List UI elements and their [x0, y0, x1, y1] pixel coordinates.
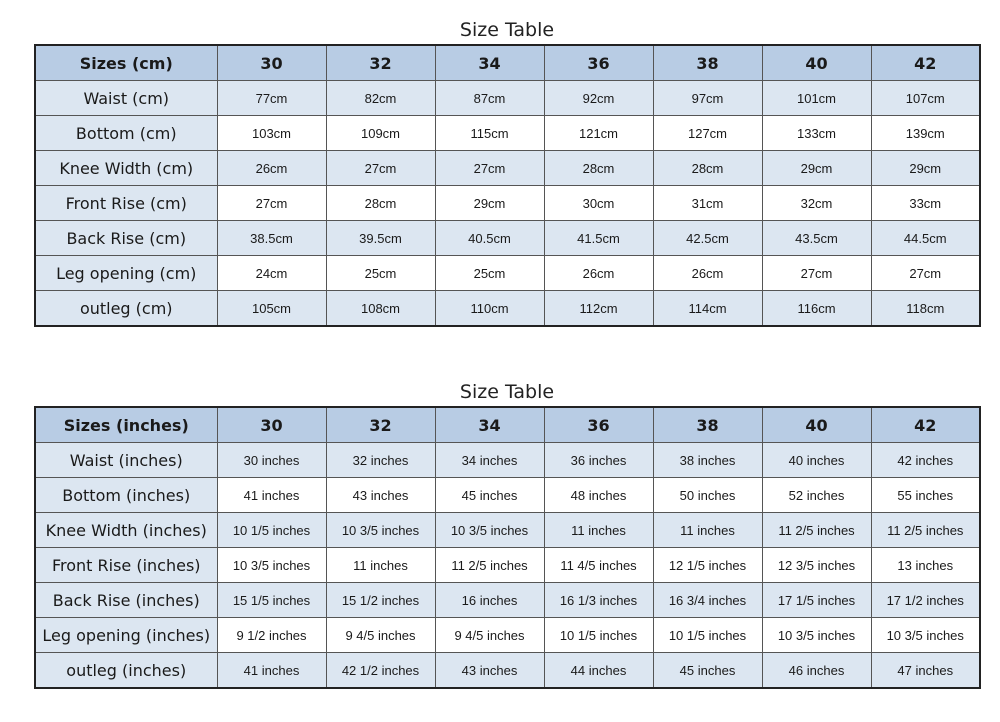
header-row — [35, 45, 980, 81]
row-label: Bottom (inches) — [35, 478, 217, 513]
table-cell: 9 1/2 inches — [217, 618, 326, 653]
table-cell: 108cm — [326, 291, 435, 327]
table-cell: 27cm — [326, 151, 435, 186]
table-cell: 15 1/5 inches — [217, 583, 326, 618]
header-row — [35, 407, 980, 443]
table-cell: 114cm — [653, 291, 762, 327]
table-cell: 82cm — [326, 81, 435, 116]
header-cell-size: 38 — [653, 407, 762, 443]
table-cell: 45 inches — [435, 478, 544, 513]
header-cell-size: 34 — [435, 45, 544, 81]
table-cell: 16 inches — [435, 583, 544, 618]
table-cell: 36 inches — [544, 443, 653, 478]
header-cell-size: 40 — [762, 45, 871, 81]
row-label: outleg (cm) — [35, 291, 217, 327]
table-cell: 38 inches — [653, 443, 762, 478]
table-cell: 109cm — [326, 116, 435, 151]
size-table-cm-title: Size Table — [459, 19, 555, 41]
table-cell: 47 inches — [871, 653, 980, 689]
table-cell: 127cm — [653, 116, 762, 151]
table-cell: 29cm — [435, 186, 544, 221]
table-cell: 10 1/5 inches — [653, 618, 762, 653]
table-cell: 25cm — [326, 256, 435, 291]
row-label: Knee Width (inches) — [35, 513, 217, 548]
row-label: outleg (inches) — [35, 653, 217, 689]
row-label: Leg opening (inches) — [35, 618, 217, 653]
header-cell-size: 38 — [653, 45, 762, 81]
table-cell: 10 1/5 inches — [217, 513, 326, 548]
table-cell: 15 1/2 inches — [326, 583, 435, 618]
table-row — [35, 186, 980, 221]
table-row — [35, 548, 980, 583]
table-cell: 50 inches — [653, 478, 762, 513]
row-label: Front Rise (inches) — [35, 548, 217, 583]
table-cell: 97cm — [653, 81, 762, 116]
row-label: Knee Width (cm) — [35, 151, 217, 186]
table-cell: 41 inches — [217, 478, 326, 513]
header-cell-size: 36 — [544, 45, 653, 81]
size-table-inches — [34, 406, 981, 689]
header-cell-label: Sizes (cm) — [35, 45, 217, 81]
table-cell: 27cm — [217, 186, 326, 221]
table-row — [35, 151, 980, 186]
table-cell: 30cm — [544, 186, 653, 221]
table-cell: 30 inches — [217, 443, 326, 478]
header-cell-label: Sizes (inches) — [35, 407, 217, 443]
table-cell: 38.5cm — [217, 221, 326, 256]
table-cell: 139cm — [871, 116, 980, 151]
header-cell-size: 34 — [435, 407, 544, 443]
table-cell: 42 inches — [871, 443, 980, 478]
table-cell: 12 1/5 inches — [653, 548, 762, 583]
table-row — [35, 513, 980, 548]
table-cell: 103cm — [217, 116, 326, 151]
table-cell: 12 3/5 inches — [762, 548, 871, 583]
table-cell: 11 2/5 inches — [435, 548, 544, 583]
table-cell: 13 inches — [871, 548, 980, 583]
table-cell: 27cm — [435, 151, 544, 186]
table-cell: 55 inches — [871, 478, 980, 513]
table-cell: 27cm — [871, 256, 980, 291]
table-cell: 40 inches — [762, 443, 871, 478]
table-cell: 105cm — [217, 291, 326, 327]
table-cell: 52 inches — [762, 478, 871, 513]
table-row — [35, 256, 980, 291]
table-cell: 11 4/5 inches — [544, 548, 653, 583]
header-cell-size: 42 — [871, 45, 980, 81]
table-cell: 41 inches — [217, 653, 326, 689]
table-row — [35, 291, 980, 327]
table-cell: 11 inches — [544, 513, 653, 548]
table-cell: 11 inches — [326, 548, 435, 583]
table-cell: 10 3/5 inches — [871, 618, 980, 653]
table-cell: 29cm — [871, 151, 980, 186]
table-cell: 87cm — [435, 81, 544, 116]
table-cell: 11 2/5 inches — [871, 513, 980, 548]
row-label: Back Rise (cm) — [35, 221, 217, 256]
table-cell: 28cm — [326, 186, 435, 221]
table-cell: 34 inches — [435, 443, 544, 478]
table-cell: 77cm — [217, 81, 326, 116]
table-cell: 42 1/2 inches — [326, 653, 435, 689]
table-cell: 39.5cm — [326, 221, 435, 256]
table-cell: 9 4/5 inches — [435, 618, 544, 653]
table-cell: 112cm — [544, 291, 653, 327]
header-cell-size: 30 — [217, 407, 326, 443]
header-cell-size: 30 — [217, 45, 326, 81]
header-cell-size: 40 — [762, 407, 871, 443]
table-cell: 10 3/5 inches — [762, 618, 871, 653]
row-label: Bottom (cm) — [35, 116, 217, 151]
header-cell-size: 32 — [326, 45, 435, 81]
table-cell: 10 1/5 inches — [544, 618, 653, 653]
header-cell-size: 32 — [326, 407, 435, 443]
table-cell: 46 inches — [762, 653, 871, 689]
table-cell: 10 3/5 inches — [326, 513, 435, 548]
size-table-cm — [34, 44, 981, 327]
table-row — [35, 583, 980, 618]
table-cell: 43 inches — [326, 478, 435, 513]
table-cell: 27cm — [762, 256, 871, 291]
table-row — [35, 653, 980, 689]
table-row — [35, 221, 980, 256]
table-cell: 17 1/5 inches — [762, 583, 871, 618]
table-cell: 133cm — [762, 116, 871, 151]
table-cell: 45 inches — [653, 653, 762, 689]
table-row — [35, 81, 980, 116]
table-cell: 92cm — [544, 81, 653, 116]
row-label: Waist (cm) — [35, 81, 217, 116]
table-cell: 26cm — [217, 151, 326, 186]
table-cell: 28cm — [653, 151, 762, 186]
table-cell: 107cm — [871, 81, 980, 116]
table-cell: 32 inches — [326, 443, 435, 478]
table-cell: 43 inches — [435, 653, 544, 689]
table-row — [35, 443, 980, 478]
table-cell: 41.5cm — [544, 221, 653, 256]
table-row — [35, 116, 980, 151]
row-label: Leg opening (cm) — [35, 256, 217, 291]
table-cell: 31cm — [653, 186, 762, 221]
table-cell: 16 3/4 inches — [653, 583, 762, 618]
table-cell: 28cm — [544, 151, 653, 186]
table-row — [35, 618, 980, 653]
table-cell: 110cm — [435, 291, 544, 327]
table-cell: 121cm — [544, 116, 653, 151]
table-cell: 40.5cm — [435, 221, 544, 256]
row-label: Back Rise (inches) — [35, 583, 217, 618]
table-cell: 33cm — [871, 186, 980, 221]
header-cell-size: 36 — [544, 407, 653, 443]
row-label: Front Rise (cm) — [35, 186, 217, 221]
table-cell: 9 4/5 inches — [326, 618, 435, 653]
table-cell: 44 inches — [544, 653, 653, 689]
table-cell: 24cm — [217, 256, 326, 291]
table-row — [35, 478, 980, 513]
table-cell: 26cm — [544, 256, 653, 291]
header-cell-size: 42 — [871, 407, 980, 443]
table-cell: 29cm — [762, 151, 871, 186]
table-cell: 118cm — [871, 291, 980, 327]
table-cell: 25cm — [435, 256, 544, 291]
table-cell: 10 3/5 inches — [217, 548, 326, 583]
table-cell: 17 1/2 inches — [871, 583, 980, 618]
table-cell: 16 1/3 inches — [544, 583, 653, 618]
table-cell: 26cm — [653, 256, 762, 291]
table-cell: 32cm — [762, 186, 871, 221]
table-cell: 43.5cm — [762, 221, 871, 256]
table-cell: 101cm — [762, 81, 871, 116]
table-cell: 116cm — [762, 291, 871, 327]
table-cell: 11 2/5 inches — [762, 513, 871, 548]
table-cell: 11 inches — [653, 513, 762, 548]
table-cell: 42.5cm — [653, 221, 762, 256]
table-cell: 48 inches — [544, 478, 653, 513]
table-cell: 115cm — [435, 116, 544, 151]
table-cell: 10 3/5 inches — [435, 513, 544, 548]
row-label: Waist (inches) — [35, 443, 217, 478]
table-cell: 44.5cm — [871, 221, 980, 256]
size-table-inches-title: Size Table — [459, 381, 555, 403]
